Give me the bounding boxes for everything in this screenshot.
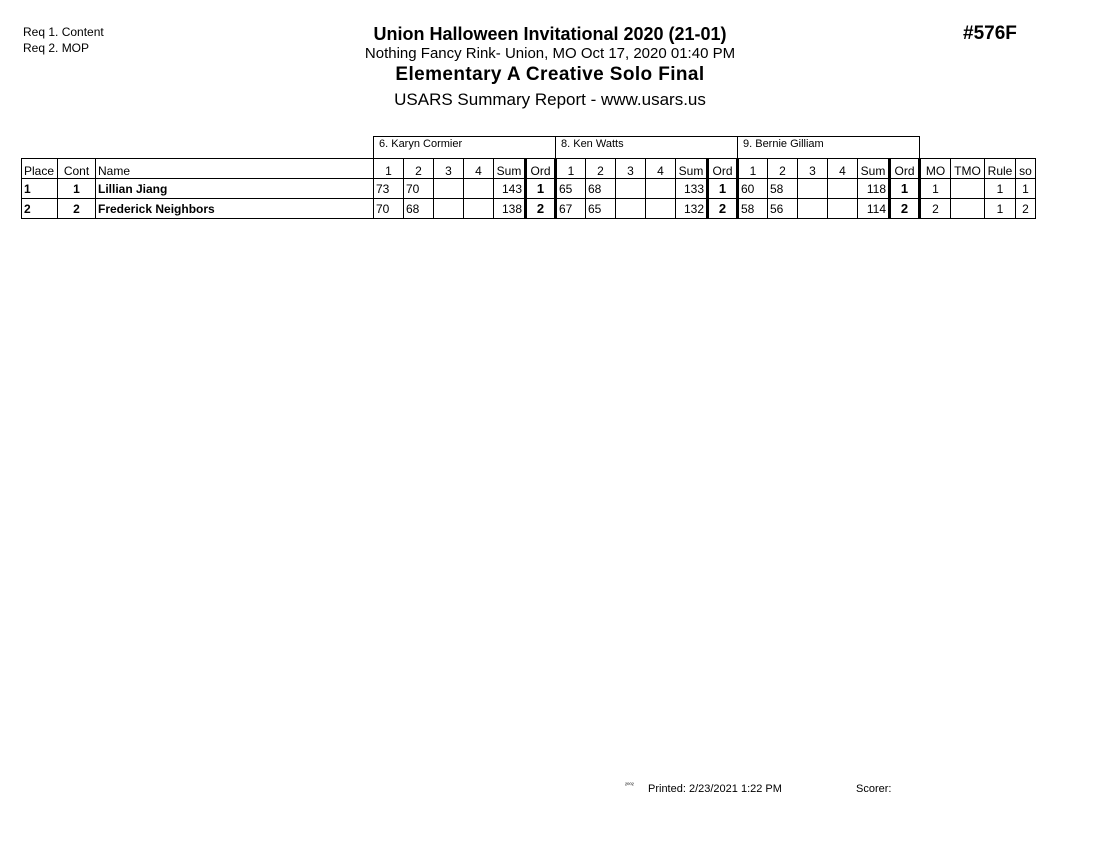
score-cell — [434, 179, 464, 199]
score-cell — [434, 199, 464, 219]
score-cell — [616, 179, 646, 199]
sum-cell: 138 — [494, 199, 526, 219]
sum-cell: 133 — [676, 179, 708, 199]
score-cell — [464, 199, 494, 219]
sum-cell: 132 — [676, 199, 708, 219]
so-cell: 1 — [1016, 179, 1036, 199]
col-sum: Sum — [494, 159, 526, 179]
results-table — [21, 136, 1036, 219]
col-score-3: 3 — [616, 159, 646, 179]
score-cell: 58 — [768, 179, 798, 199]
event-location: Nothing Fancy Rink- Union, MO Oct 17, 2020 01:40 PM — [364, 45, 736, 62]
col-score-3: 3 — [798, 159, 828, 179]
col-score-2: 2 — [404, 159, 434, 179]
score-cell: 58 — [738, 199, 768, 219]
score-cell — [798, 199, 828, 219]
score-cell: 70 — [374, 199, 404, 219]
col-place: Place — [22, 159, 58, 179]
score-cell — [828, 199, 858, 219]
sum-cell: 118 — [858, 179, 890, 199]
col-name: Name — [96, 159, 374, 179]
place-cell: 2 — [22, 199, 58, 219]
report-name: USARS Summary Report - www.usars.us — [394, 90, 706, 109]
place-cell: 1 — [22, 179, 58, 199]
judge-name: 6. Karyn Cormier — [374, 137, 556, 159]
table-row — [22, 179, 1036, 199]
col-score-2: 2 — [768, 159, 798, 179]
ord-cell: 2 — [526, 199, 556, 219]
so-cell: 2 — [1016, 199, 1036, 219]
event-code: #576F — [963, 23, 1017, 44]
score-cell: 68 — [586, 179, 616, 199]
sum-cell: 114 — [858, 199, 890, 219]
ord-cell: 1 — [708, 179, 738, 199]
event-title: Union Halloween Invitational 2020 (21-01) — [373, 24, 727, 44]
mo-cell: 2 — [920, 199, 951, 219]
tmo-cell — [951, 199, 985, 219]
footer-mark: ²⁰⁰² — [625, 783, 634, 789]
col-so: so — [1016, 159, 1036, 179]
skater-name: Lillian Jiang — [96, 179, 374, 199]
score-cell — [646, 199, 676, 219]
score-cell: 65 — [556, 179, 586, 199]
tmo-cell — [951, 179, 985, 199]
score-cell: 67 — [556, 199, 586, 219]
col-score-4: 4 — [646, 159, 676, 179]
score-cell — [646, 179, 676, 199]
column-header-row — [22, 159, 1036, 179]
requirement-1: Req 1. Content — [23, 25, 104, 39]
judge-name: 8. Ken Watts — [556, 137, 738, 159]
rule-cell: 1 — [985, 199, 1016, 219]
score-cell — [828, 179, 858, 199]
cont-cell: 2 — [58, 199, 96, 219]
score-cell — [798, 179, 828, 199]
score-cell: 68 — [404, 199, 434, 219]
col-ord: Ord — [526, 159, 556, 179]
col-score-1: 1 — [738, 159, 768, 179]
judge-name: 9. Bernie Gilliam — [738, 137, 920, 159]
score-cell — [616, 199, 646, 219]
col-score-1: 1 — [556, 159, 586, 179]
col-score-2: 2 — [586, 159, 616, 179]
score-cell: 70 — [404, 179, 434, 199]
col-rule: Rule — [985, 159, 1016, 179]
skater-name: Frederick Neighbors — [96, 199, 374, 219]
sum-cell: 143 — [494, 179, 526, 199]
col-score-4: 4 — [828, 159, 858, 179]
mo-cell: 1 — [920, 179, 951, 199]
col-sum: Sum — [676, 159, 708, 179]
score-cell: 60 — [738, 179, 768, 199]
col-cont: Cont — [58, 159, 96, 179]
ord-cell: 1 — [526, 179, 556, 199]
col-mo: MO — [920, 159, 951, 179]
event-category: Elementary A Creative Solo Final — [395, 64, 705, 85]
requirement-2: Req 2. MOP — [23, 41, 90, 55]
score-cell: 73 — [374, 179, 404, 199]
col-ord: Ord — [708, 159, 738, 179]
ord-cell: 2 — [890, 199, 920, 219]
score-cell: 65 — [586, 199, 616, 219]
col-score-4: 4 — [464, 159, 494, 179]
ord-cell: 1 — [890, 179, 920, 199]
printed-timestamp: Printed: 2/23/2021 1:22 PM — [648, 783, 782, 795]
rule-cell: 1 — [985, 179, 1016, 199]
col-score-3: 3 — [434, 159, 464, 179]
col-score-1: 1 — [374, 159, 404, 179]
ord-cell: 2 — [708, 199, 738, 219]
judge-header-row — [22, 137, 1036, 159]
table-row — [22, 199, 1036, 219]
cont-cell: 1 — [58, 179, 96, 199]
col-ord: Ord — [890, 159, 920, 179]
col-tmo: TMO — [951, 159, 985, 179]
score-cell — [464, 179, 494, 199]
scorer-label: Scorer: — [856, 783, 892, 795]
score-cell: 56 — [768, 199, 798, 219]
col-sum: Sum — [858, 159, 890, 179]
